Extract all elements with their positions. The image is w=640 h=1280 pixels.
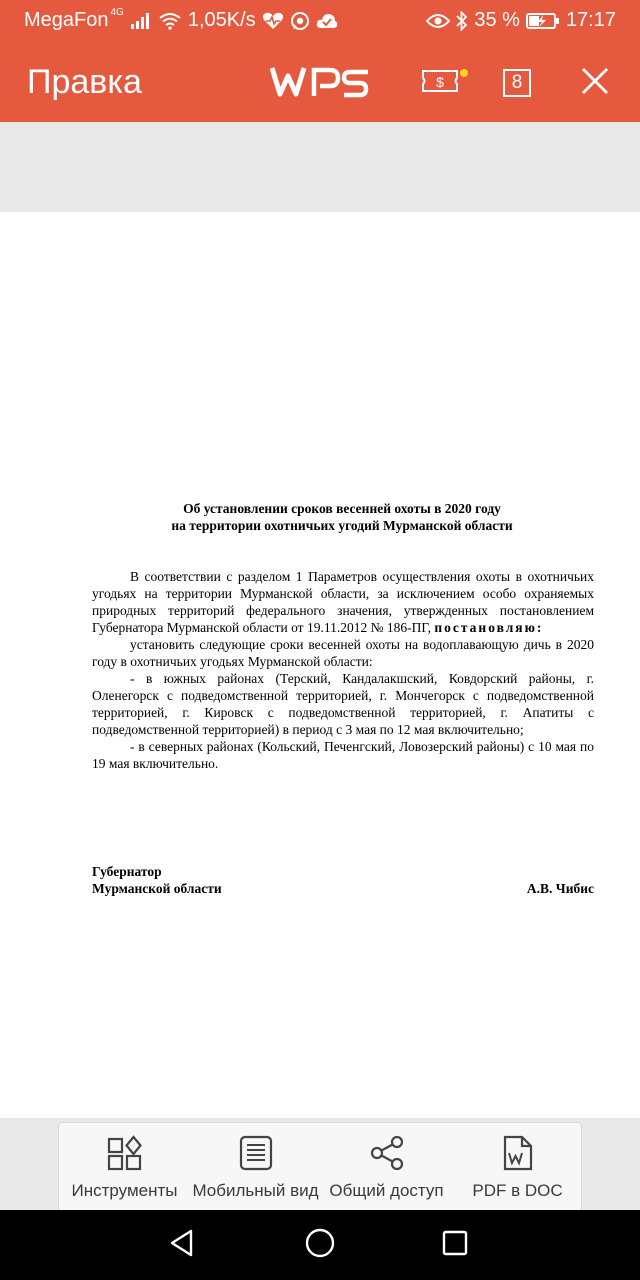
close-button[interactable] bbox=[578, 66, 612, 100]
whatsapp-icon bbox=[290, 11, 310, 31]
close-icon bbox=[580, 66, 610, 100]
back-button[interactable] bbox=[165, 1228, 199, 1262]
home-button[interactable] bbox=[303, 1228, 337, 1262]
carrier-name: MegaFon bbox=[24, 9, 109, 31]
back-icon bbox=[167, 1228, 197, 1262]
mobile-view-button[interactable] bbox=[190, 1123, 321, 1211]
signer-title-line-2: Мурманской области bbox=[92, 881, 222, 896]
recents-icon bbox=[440, 1228, 470, 1262]
pdf-to-doc-label: PDF в DOC bbox=[472, 1181, 563, 1200]
paragraph-north-districts: - в северных районах (Кольский, Печенгский, Ловозерский районы) с 10 мая по 19 мая включительно. bbox=[92, 739, 594, 771]
signer-name: А.В. Чибис bbox=[526, 881, 594, 896]
document-title-line-1: Об установлении сроков весенней охоты в 2020 году bbox=[183, 501, 501, 516]
wps-logo bbox=[270, 66, 370, 104]
paragraph-preamble bbox=[92, 568, 594, 636]
share-button[interactable] bbox=[321, 1123, 452, 1211]
home-icon bbox=[304, 1227, 336, 1263]
bottom-toolbar bbox=[58, 1122, 582, 1210]
document-body bbox=[92, 568, 594, 772]
pdf-to-doc-icon bbox=[498, 1133, 538, 1173]
paragraph-south-districts: - в южных районах (Терский, Кандалакшский, Ковдорский районы, г. Оленегорск с подведомственной территорией, г. Мончегорск с подведомственной территорией, г. Кировск с подведомственной территорией, г. Апатиты с подведомственной территорией) в период с 3 мая по 12 мая включительно; bbox=[92, 671, 594, 737]
battery-icon bbox=[526, 12, 560, 30]
tabs-count-button[interactable]: 8 bbox=[503, 69, 531, 97]
edit-button[interactable]: Правка bbox=[27, 63, 142, 101]
decree-word: постановляю: bbox=[434, 620, 544, 635]
mobile-view-icon bbox=[236, 1133, 276, 1173]
system-nav-bar bbox=[0, 1210, 640, 1280]
share-label: Общий доступ bbox=[329, 1181, 444, 1200]
health-icon bbox=[262, 11, 284, 31]
document-title-line-2: на территории охотничьих угодий Мурманской области bbox=[171, 518, 513, 533]
tools-icon bbox=[105, 1133, 145, 1173]
status-bar-left bbox=[24, 9, 338, 32]
wifi-icon bbox=[158, 12, 182, 30]
network-speed: 1,05K/s bbox=[187, 9, 256, 31]
ad-free-icon bbox=[420, 64, 472, 102]
signer-title bbox=[92, 863, 222, 897]
mobile-view-label: Мобильный вид bbox=[192, 1181, 319, 1200]
status-bar-right bbox=[426, 9, 616, 32]
pdf-to-doc-button[interactable] bbox=[452, 1123, 583, 1211]
ad-free-button[interactable] bbox=[420, 66, 472, 100]
recents-button[interactable] bbox=[438, 1228, 472, 1262]
clock: 17:17 bbox=[565, 9, 616, 31]
document-top-margin bbox=[0, 122, 640, 212]
tools-button[interactable] bbox=[59, 1123, 190, 1211]
document-title bbox=[40, 500, 640, 534]
svg-text:$: $ bbox=[436, 74, 444, 90]
eye-icon bbox=[426, 13, 450, 29]
paragraph-decision: установить следующие сроки весенней охоты на водоплавающую дичь в 2020 году в охотничьих угодьях Мурманской области: bbox=[92, 637, 594, 669]
signal-icon bbox=[130, 12, 152, 30]
share-icon bbox=[367, 1133, 407, 1173]
document-page[interactable] bbox=[0, 212, 640, 1118]
signer-title-line-1: Губернатор bbox=[92, 864, 162, 879]
preamble-text: В соответствии с разделом 1 Параметров осуществления охоты в охотничьих угодьях на территории Мурманской области, за исключением особо охраняемых природных территорий федерального значения, утвержденных постановлением Губернатора Мурманской области от 19.11.2012 № 186-ПГ, bbox=[92, 569, 594, 635]
bluetooth-icon bbox=[456, 11, 468, 31]
status-bar bbox=[0, 0, 640, 44]
app-toolbar bbox=[0, 44, 640, 122]
battery-percent: 35 % bbox=[474, 9, 520, 31]
cloud-check-icon bbox=[316, 12, 338, 30]
tools-label: Инструменты bbox=[71, 1181, 178, 1200]
network-type: 4G bbox=[110, 7, 124, 18]
